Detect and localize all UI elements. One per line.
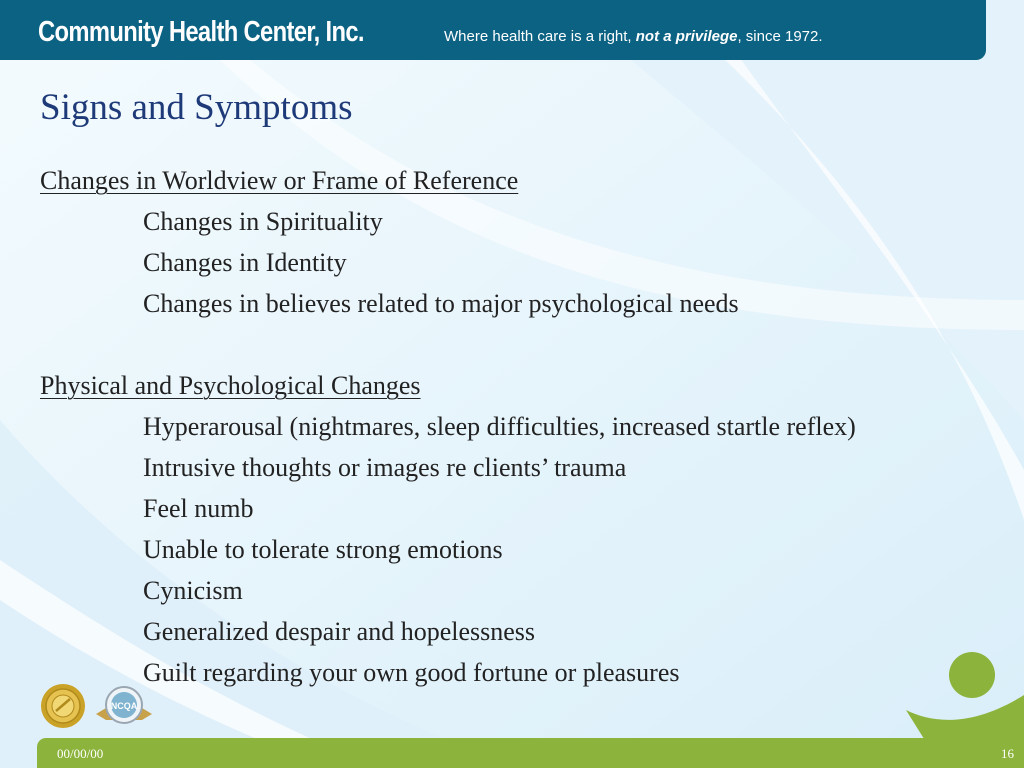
list-item: Guilt regarding your own good fortune or pleasures <box>143 658 680 687</box>
list-item: Cynicism <box>143 576 243 605</box>
section-heading-physical: Physical and Psychological Changes <box>40 371 421 400</box>
green-figure-icon <box>906 650 1024 742</box>
slide-title: Signs and Symptoms <box>40 87 353 128</box>
slide-body <box>40 160 1000 693</box>
list-item: Changes in believes related to major psychological needs <box>143 289 739 318</box>
list-item: Changes in Spirituality <box>143 207 383 236</box>
ncqa-badge-icon <box>94 684 154 730</box>
tagline-prefix: Where health care is a right, <box>444 28 636 45</box>
ncqa-label: NCQA <box>110 701 138 711</box>
brand-logo: Community Health Center, Inc. <box>38 16 364 48</box>
gold-seal-badge-icon <box>40 683 86 729</box>
list-item: Feel numb <box>143 494 254 523</box>
list-item: Unable to tolerate strong emotions <box>143 535 503 564</box>
header-bar <box>0 0 986 60</box>
footer-date: 00/00/00 <box>57 746 104 761</box>
list-item: Generalized despair and hopelessness <box>143 617 536 646</box>
list-item: Hyperarousal (nightmares, sleep difficulties, increased startle reflex) <box>143 412 856 441</box>
section-heading-worldview: Changes in Worldview or Frame of Reference <box>40 166 519 195</box>
tagline <box>444 27 823 47</box>
page-number: 16 <box>1001 746 1014 761</box>
list-item: Changes in Identity <box>143 248 347 277</box>
section-spacer <box>40 324 1000 365</box>
tagline-suffix: , since 1972. <box>737 28 823 45</box>
footer-bar <box>37 738 1024 768</box>
tagline-emphasis: not a privilege <box>635 28 738 45</box>
list-item: Intrusive thoughts or images re clients’ trauma <box>143 453 627 482</box>
